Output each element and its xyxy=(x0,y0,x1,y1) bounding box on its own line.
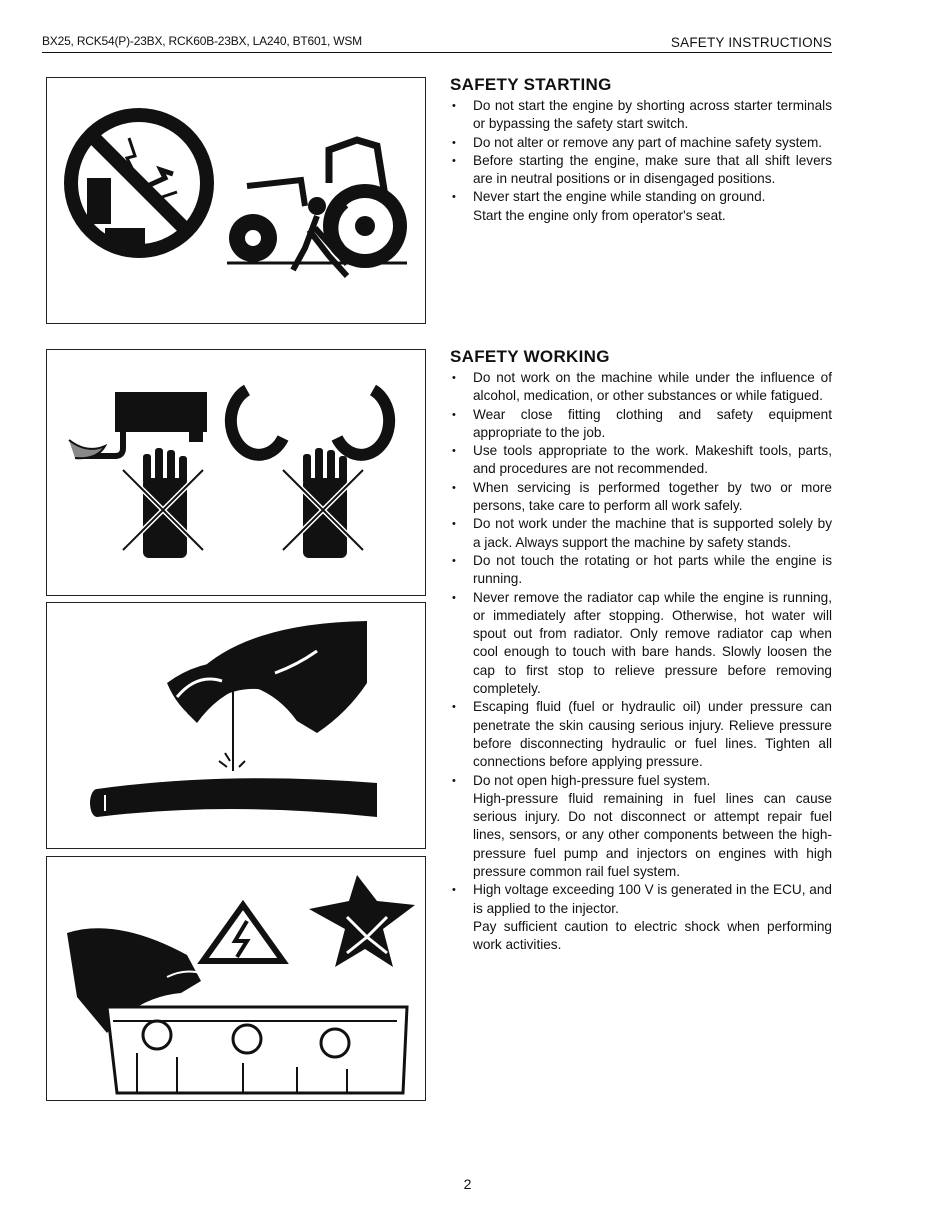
item-text: • Do not start the engine by shorting across starter terminals or bypassing the safety start switch. xyxy=(473,98,832,132)
item-text: High-pressure fluid remaining in fuel lines can cause serious injury. Do not disconnect or attempt repair fuel lines, sensors, or any other components between the high-pressure fuel pump and injectors on engines with high pressure common rail fuel system. xyxy=(473,790,832,880)
item-text: • Do not work under the machine that is supported solely by a jack. Always support the machine by safety stands. xyxy=(473,516,832,550)
item-text: • Do not alter or remove any part of machine safety system. xyxy=(473,134,823,150)
item-text: • High voltage exceeding 100 V is generated in the ECU, and is applied to the injector. xyxy=(473,882,832,916)
item-text: • Escaping fluid (fuel or hydraulic oil) under pressure can penetrate the skin causing serious injury. Relieve pressure before disconnecting hydraulic or fuel lines. Tighten all connections before applying pressure. xyxy=(473,699,832,770)
item-text: • Never start the engine while standing on ground. xyxy=(473,189,766,205)
list-item xyxy=(450,134,832,152)
list-item xyxy=(450,881,832,954)
list-item xyxy=(450,369,832,406)
prohibition-icon xyxy=(71,115,207,251)
header-model-list: BX25, RCK54(P)-23BX, RCK60B-23BX, LA240, BT601, WSM xyxy=(42,34,362,48)
starter-shorting-illustration xyxy=(47,78,425,323)
figure-high-pressure-fluid xyxy=(46,602,426,849)
section-safety-starting xyxy=(450,75,832,225)
item-text: • Do not touch the rotating or hot parts while the engine is running. xyxy=(473,552,832,587)
page-number: 2 xyxy=(463,1176,472,1192)
list-item xyxy=(450,188,832,225)
item-text: • When servicing is performed together by two or more persons, take care to perform all work safely. xyxy=(473,479,832,514)
list-item xyxy=(450,479,832,516)
list-item xyxy=(450,515,832,552)
rotating-parts-illustration xyxy=(47,350,425,595)
list-item xyxy=(450,97,832,134)
section-title: SAFETY WORKING xyxy=(450,347,610,366)
list-item xyxy=(450,406,832,443)
list-item xyxy=(450,698,832,771)
list-item xyxy=(450,772,832,882)
electric-hazard-icon xyxy=(203,905,283,961)
page-header xyxy=(42,34,832,53)
list-item xyxy=(450,589,832,699)
crossed-hand-icon-left xyxy=(123,448,203,558)
item-text: • Wear close fitting clothing and safety equipment appropriate to the job. xyxy=(473,406,832,440)
bullet-list xyxy=(450,97,832,225)
header-section-title: SAFETY INSTRUCTIONS xyxy=(670,35,832,50)
pressure-fluid-illustration xyxy=(47,603,425,848)
item-text: Pay sufficient caution to electric shock when performing work activities. xyxy=(473,918,832,953)
section-title: SAFETY STARTING xyxy=(450,75,612,94)
figure-safety-starting xyxy=(46,77,426,324)
item-text: • Never remove the radiator cap while the engine is running, or immediately after stopping. Otherwise, hot water will spout out from radiator. Only remove radiator cap when cool enough to touch with bare hands. Slowly loosen the cap to first stop to relieve pressure before removing completely. xyxy=(473,589,832,697)
item-text: • Use tools appropriate to the work. Makeshift tools, parts, and procedures are not recommended. xyxy=(473,443,832,477)
list-item xyxy=(450,552,832,589)
figure-high-voltage xyxy=(46,856,426,1101)
item-text: • Do not work on the machine while under the influence of alcohol, medication, or other substances or while fatigued. xyxy=(473,370,832,404)
list-item xyxy=(450,442,832,479)
item-text: • Do not open high-pressure fuel system. xyxy=(473,772,711,788)
high-voltage-illustration xyxy=(47,857,425,1100)
item-text: • Before starting the engine, make sure that all shift levers are in neutral positions or in disengaged positions. xyxy=(473,152,832,187)
bullet-list xyxy=(450,369,832,955)
section-safety-working xyxy=(450,347,832,955)
list-item xyxy=(450,152,832,189)
crossed-hand-icon-right xyxy=(283,448,363,558)
tractor-runover-icon xyxy=(227,140,407,276)
item-text: Start the engine only from operator's seat. xyxy=(473,207,726,223)
figure-rotating-parts xyxy=(46,349,426,596)
